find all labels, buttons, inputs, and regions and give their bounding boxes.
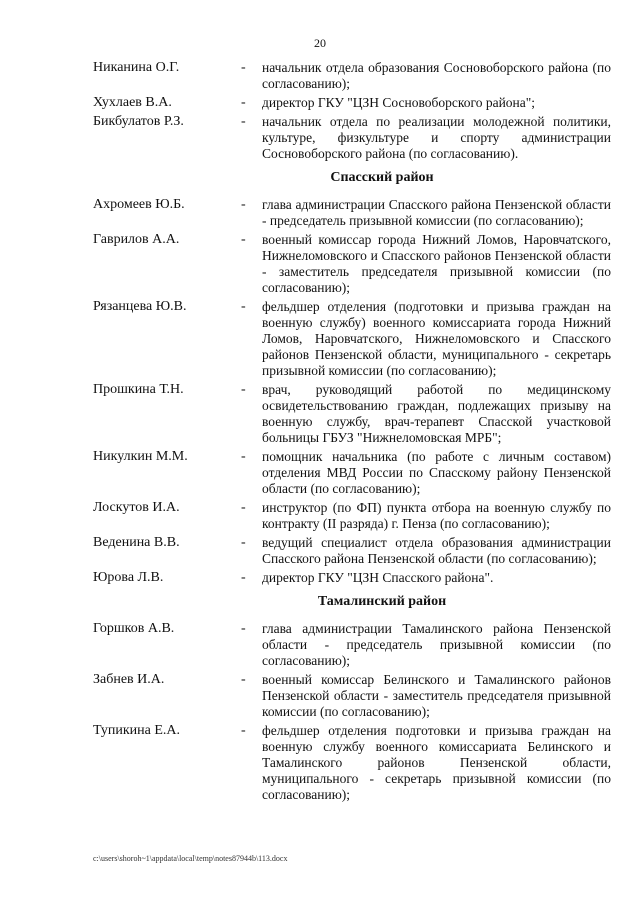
member-name: Никанина О.Г. [93, 60, 180, 75]
dash: - [241, 621, 246, 636]
dash: - [241, 500, 246, 515]
member-name: Забнев И.А. [93, 672, 165, 687]
section-heading: Спасский район [330, 170, 434, 185]
member-name: Рязанцева Ю.В. [93, 299, 187, 314]
member-role: помощник начальника (по работе с личным составом) отделения МВД России по Спасскому району Пензенской области (по согласованию); [262, 449, 611, 496]
member-role: военный комиссар города Нижний Ломов, Наровчатского, Нижнеломовского и Спасского районов Пензенской области - заместитель председателя призывной комиссии (по согласованию); [262, 232, 611, 295]
list-item [93, 570, 611, 586]
member-name: Лоскутов И.А. [93, 500, 180, 515]
dash: - [241, 299, 246, 314]
member-name: Ахромеев Ю.Б. [93, 197, 185, 212]
dash: - [241, 535, 246, 550]
member-name: Юрова Л.В. [93, 570, 164, 585]
member-name: Веденина В.В. [93, 535, 180, 550]
member-name: Горшков А.В. [93, 621, 175, 636]
list-item [93, 232, 611, 296]
list-item [93, 382, 611, 446]
list-item [93, 449, 611, 497]
commission-list [93, 60, 611, 806]
member-role: глава администрации Тамалинского района Пензенской области - председатель призывной комиссии (по согласованию); [262, 621, 611, 668]
dash: - [241, 197, 246, 212]
member-name: Гаврилов А.А. [93, 232, 180, 247]
member-role: фельдшер отделения (подготовки и призыва граждан на военную службу) военного комиссариата города Нижний Ломов, Наровчатского, Нижнеломовского и Спасского районов Пензенской области, муниципального - секретарь призывной комиссии (по согласованию); [262, 299, 611, 378]
list-item [93, 535, 611, 567]
member-role: глава администрации Спасского района Пензенской области - председатель призывной комиссии (по согласованию); [262, 197, 611, 228]
section-heading: Тамалинский район [317, 594, 447, 609]
member-role: директор ГКУ "ЦЗН Сосновоборского района"; [262, 95, 536, 110]
list-item [93, 621, 611, 669]
member-name: Бикбулатов Р.З. [93, 114, 184, 129]
dash: - [241, 570, 246, 585]
member-role: инструктор (по ФП) пункта отбора на военную службу по контракту (II разряда) г. Пенза (по согласованию); [262, 500, 611, 531]
list-item [93, 60, 611, 92]
member-role: директор ГКУ "ЦЗН Спасского района". [262, 570, 494, 585]
member-role: врач, руководящий работой по медицинскому освидетельствованию граждан, подлежащих призыву на военную службу, врач-терапевт Спасской участковой больницы ГБУЗ "Нижнеломовская МРБ"; [262, 382, 611, 445]
list-item [93, 197, 611, 229]
page-number: 20 [314, 36, 326, 50]
member-name: Тупикина Е.А. [93, 723, 181, 738]
dash: - [241, 723, 246, 738]
dash: - [241, 449, 246, 464]
list-item [93, 114, 611, 162]
list-item [93, 672, 611, 720]
list-item [93, 299, 611, 379]
member-role: начальник отдела образования Сосновоборского района (по согласованию); [262, 60, 611, 91]
dash: - [241, 232, 246, 247]
member-role: начальник отдела по реализации молодежной политики, культуре, физкультуре и спорту администрации Сосновоборского района (по согласованию). [262, 114, 611, 161]
list-item [93, 500, 611, 532]
member-name: Прошкина Т.Н. [93, 382, 184, 397]
member-name: Никулкин М.М. [93, 449, 188, 464]
dash: - [241, 95, 246, 110]
dash: - [241, 114, 246, 129]
list-item [93, 723, 611, 803]
member-role: военный комиссар Белинского и Тамалинского районов Пензенской области - заместитель председателя призывной комиссии (по согласованию); [262, 672, 611, 719]
dash: - [241, 382, 246, 397]
member-name: Хухлаев В.А. [93, 95, 172, 110]
dash: - [241, 672, 246, 687]
member-role: фельдшер отделения подготовки и призыва граждан на военную службу военного комиссариата Белинского и Тамалинского районов Пензенской области, муниципального - секретарь призывной комиссии (по согласованию); [262, 723, 611, 802]
file-path-footer: c:\users\shoroh~1\appdata\local\temp\notes87944b\113.docx [93, 854, 288, 863]
dash: - [241, 60, 246, 75]
list-item [93, 95, 611, 111]
member-role: ведущий специалист отдела образования администрации Спасского района Пензенской области (по согласованию); [262, 535, 611, 566]
